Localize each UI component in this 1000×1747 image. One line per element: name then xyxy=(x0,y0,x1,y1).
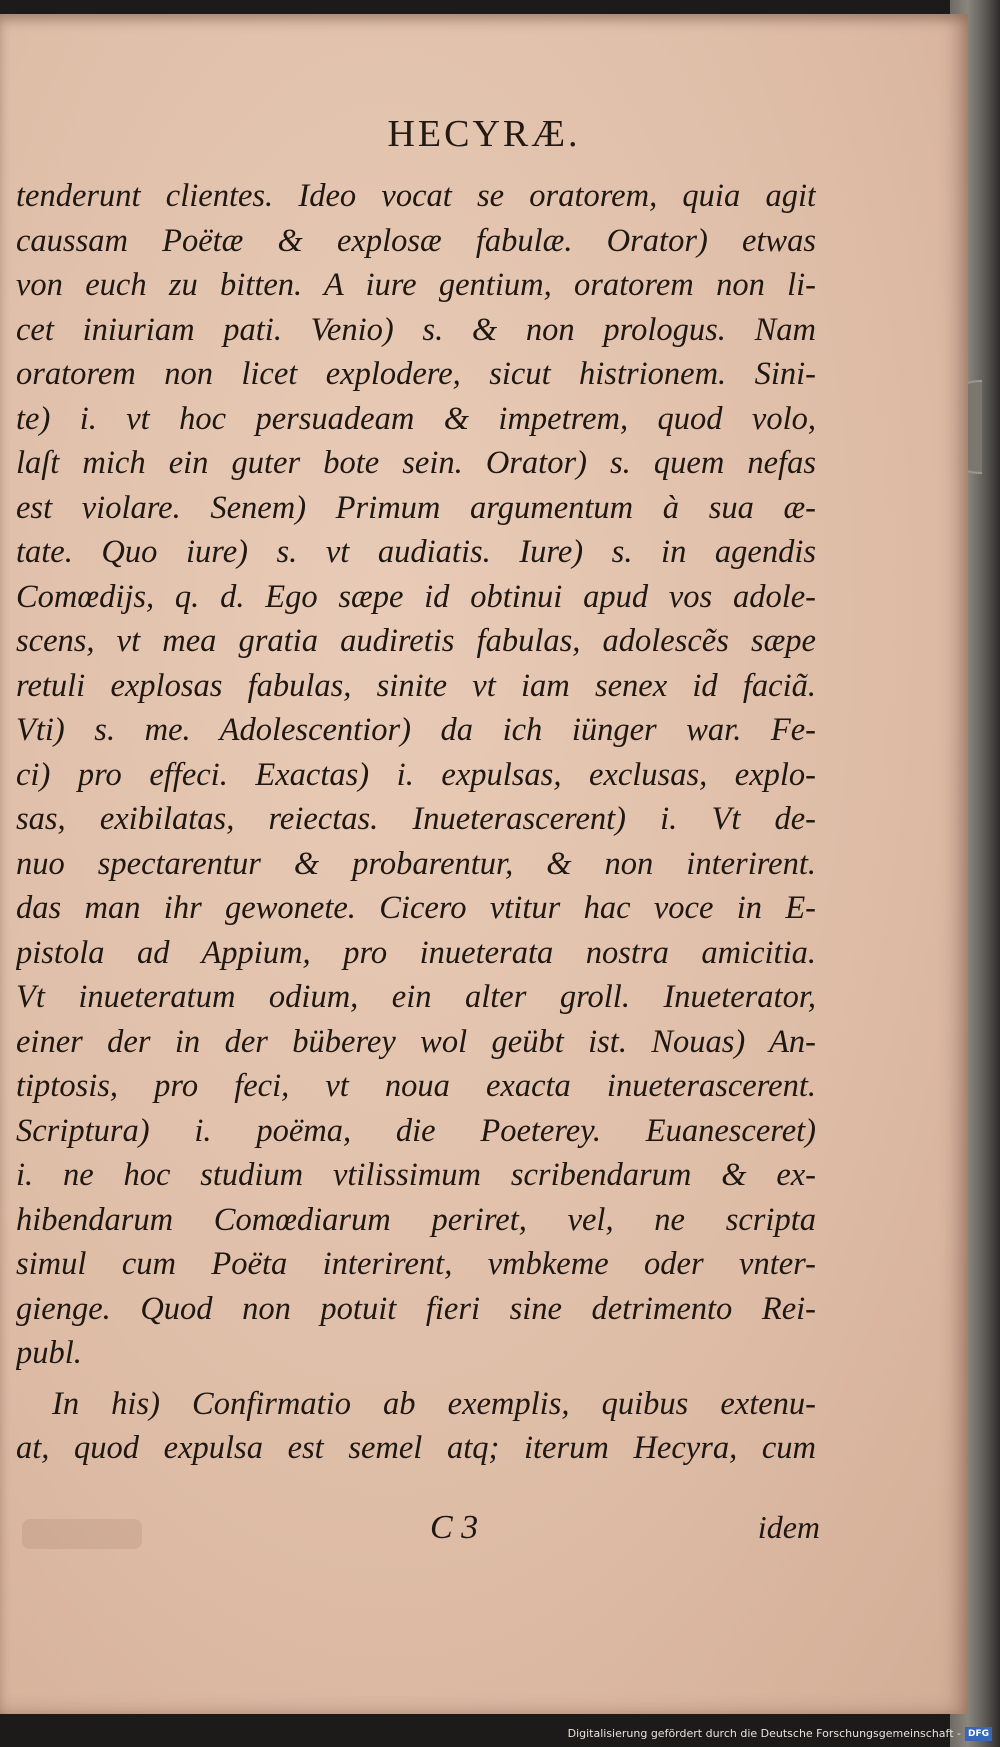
text-line: gienge. Quod non potuit fieri sine detrimento Rei- xyxy=(16,1290,816,1327)
text-line: simul cum Poëta interirent, vmbkeme oder vnter- xyxy=(16,1246,816,1282)
text-line: sas, exibilatas, reiectas. Inueterascerent) i. Vt de- xyxy=(16,801,816,837)
text-line: te) i. vt hoc persuadeam & impetrem, quod volo, xyxy=(16,400,816,437)
text-line: caussam Poëtæ & explosæ fabulæ. Orator) etwas xyxy=(16,222,816,259)
text-line: i. ne hoc studium vtilissimum scribendarum & ex- xyxy=(16,1157,816,1193)
page-footer xyxy=(430,1509,820,1555)
text-line: scens, vt mea gratia audiretis fabulas, adolescẽs sæpe xyxy=(16,623,816,659)
text-line: Vt inueteratum odium, ein alter groll. Inueterator, xyxy=(16,979,816,1015)
text-line: retuli explosas fabulas, sinite vt iam senex id faciã. xyxy=(16,667,816,704)
text-line: oratorem non licet explodere, sicut histrionem. Sini- xyxy=(16,356,816,392)
text-line: Scriptura) i. poëma, die Poeterey. Euanesceret) xyxy=(16,1112,816,1149)
text-line: est violare. Senem) Primum argumentum à sua æ- xyxy=(16,489,816,526)
text-line: nuo spectarentur & probarentur, & non interirent. xyxy=(16,845,816,882)
running-header: HECYRÆ. xyxy=(387,113,581,155)
credit-text: Digitalisierung gefördert durch die Deutsche Forschungsgemeinschaft - xyxy=(567,1727,961,1740)
text-line: pistola ad Appium, pro inueterata nostra amicitia. xyxy=(16,934,816,971)
paragraph-line: at, quod expulsa est semel atq; iterum Hecyra, cum xyxy=(16,1430,816,1466)
text-line: tenderunt clientes. Ideo vocat se oratorem, quia agit xyxy=(16,178,816,214)
text-block xyxy=(16,174,816,1471)
text-line: das man ihr gewonete. Cicero vtitur hac voce in E- xyxy=(16,890,816,926)
text-line: hibendarum Comœdiarum periret, vel, ne scripta xyxy=(16,1201,816,1238)
text-line: ci) pro effeci. Exactas) i. expulsas, exclusas, explo- xyxy=(16,756,816,793)
paragraph-line: In his) Confirmatio ab exemplis, quibus extenu- xyxy=(52,1385,816,1422)
text-line: Comœdijs, q. d. Ego sæpe id obtinui apud vos adole- xyxy=(16,578,816,615)
text-line: von euch zu bitten. A iure gentium, oratorem non li- xyxy=(16,267,816,303)
text-line: publ. xyxy=(16,1335,82,1371)
text-line: tiptosis, pro feci, vt noua exacta inueterascerent. xyxy=(16,1068,816,1104)
bleed-through-mark xyxy=(22,1519,142,1549)
digitization-credit xyxy=(568,1723,992,1745)
text-line: laſt mich ein guter bote sein. Orator) s. quem nefas xyxy=(16,445,816,481)
book-page xyxy=(0,14,968,1714)
text-line: Vti) s. me. Adolescentior) da ich iünger war. Fe- xyxy=(16,712,816,748)
signature-mark: C 3 xyxy=(430,1509,479,1546)
dfg-logo-icon: DFG xyxy=(965,1727,992,1741)
text-line: cet iniuriam pati. Venio) s. & non prologus. Nam xyxy=(16,311,816,348)
catchword: idem xyxy=(757,1509,820,1545)
text-line: einer der in der büberey wol geübt ist. Nouas) An- xyxy=(16,1023,816,1060)
text-line: tate. Quo iure) s. vt audiatis. Iure) s. in agendis xyxy=(16,534,816,570)
